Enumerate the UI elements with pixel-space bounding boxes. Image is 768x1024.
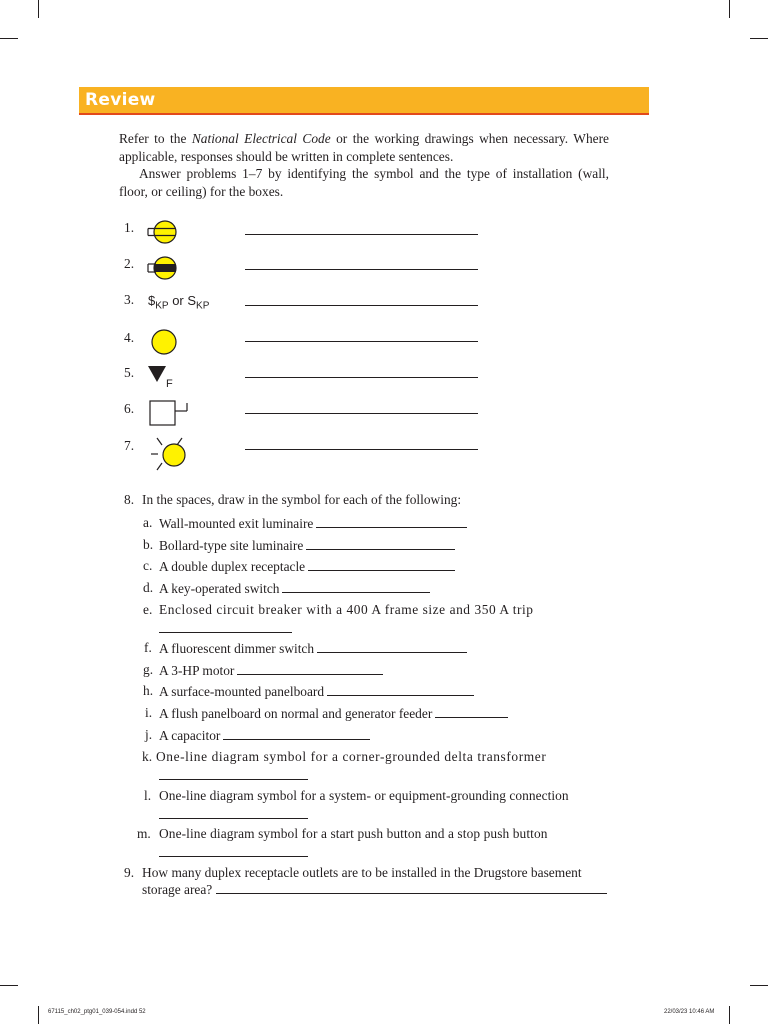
q8-item-letter: a. xyxy=(143,515,153,530)
section-title: Review xyxy=(85,90,156,110)
problem-number: 6. xyxy=(124,401,135,416)
question-number: 8. xyxy=(124,492,135,507)
symbol-subscript: KP xyxy=(196,300,210,312)
instruction-paragraph xyxy=(119,165,609,200)
problem-number: 7. xyxy=(124,438,135,453)
answer-line[interactable] xyxy=(245,377,478,378)
crop-mark xyxy=(0,38,18,39)
q8-item-text: A fluorescent dimmer switch xyxy=(159,641,315,656)
q8-item-letter: e. xyxy=(143,602,153,617)
problem-number: 3. xyxy=(124,292,135,307)
q8-item-letter: k. xyxy=(142,749,153,764)
q8-item-text: A flush panelboard on normal and generator feeder xyxy=(159,706,433,721)
file-slug: 67115_ch02_ptg01_039-054.indd 52 xyxy=(48,1009,146,1015)
q8-item-letter: d. xyxy=(143,580,154,595)
q8-item-letter: f. xyxy=(144,640,152,655)
q8-item-text: A 3-HP motor xyxy=(159,663,235,678)
crop-mark xyxy=(750,985,768,986)
half-filled-outlet-icon xyxy=(144,254,182,284)
crop-mark xyxy=(750,38,768,39)
question-text: How many duplex receptacle outlets are to be installed in the Drugstore basement xyxy=(142,865,582,880)
q8-item-c xyxy=(159,558,455,575)
intro-text: Refer to the xyxy=(119,131,192,146)
sunburst-luminaire-icon xyxy=(148,435,190,473)
problem-number: 5. xyxy=(124,365,135,380)
answer-line[interactable] xyxy=(245,269,478,270)
answer-line[interactable] xyxy=(245,305,478,306)
q8-item-letter: m. xyxy=(137,826,151,841)
q8-item-text: One-line diagram symbol for a corner-grounded delta transformer xyxy=(156,749,547,764)
answer-line[interactable] xyxy=(245,341,478,342)
q8-answer-blank[interactable] xyxy=(316,515,467,528)
q8-item-letter: c. xyxy=(143,558,153,573)
q8-item-letter: g. xyxy=(143,662,154,677)
review-banner xyxy=(79,87,649,114)
q8-answer-blank[interactable] xyxy=(159,779,308,780)
q8-item-a xyxy=(159,515,467,532)
question-number: 9. xyxy=(124,865,135,880)
answer-line[interactable] xyxy=(245,413,478,414)
symbol-label: F xyxy=(166,378,173,390)
q8-answer-blank[interactable] xyxy=(327,683,474,696)
q8-item-d xyxy=(159,580,430,597)
q8-item-text: A capacitor xyxy=(159,728,221,743)
intro-text: or the working drawings when necessary. Where applicable, responses should be written in complete sentences. xyxy=(119,131,609,164)
q8-answer-blank[interactable] xyxy=(306,537,455,550)
q8-answer-blank[interactable] xyxy=(159,818,308,819)
q8-item-letter: b. xyxy=(143,537,154,552)
intro-emphasis: National Electrical Code xyxy=(191,131,331,146)
symbol-subscript: KP xyxy=(155,300,169,312)
q8-item-text: A surface-mounted panelboard xyxy=(159,684,325,699)
q8-item-i xyxy=(159,705,508,722)
question-text: storage area? xyxy=(142,882,213,897)
q8-answer-blank[interactable] xyxy=(159,856,308,857)
q8-item-f xyxy=(159,640,467,657)
q8-item-letter: h. xyxy=(143,683,154,698)
problem-number: 1. xyxy=(124,220,135,235)
crop-mark xyxy=(729,0,730,18)
problem-number: 2. xyxy=(124,256,135,271)
crop-mark xyxy=(0,985,18,986)
recessed-luminaire-outlet-icon xyxy=(144,218,182,248)
q8-item-letter: l. xyxy=(144,788,152,803)
q8-answer-blank[interactable] xyxy=(159,632,292,633)
crop-mark xyxy=(729,1006,730,1024)
q8-answer-blank[interactable] xyxy=(435,705,508,718)
crop-mark xyxy=(38,0,39,18)
q8-item-letter: i. xyxy=(145,705,153,720)
print-date: 22/03/23 10:46 AM xyxy=(664,1009,715,1015)
instruction-text: Answer problems 1–7 by identifying the symbol and the type of installation (wall, floor, or ceiling) for the boxes. xyxy=(119,166,609,199)
q8-item-text: Enclosed circuit breaker with a 400 A frame size and 350 A trip xyxy=(159,602,534,617)
symbol-text: or S xyxy=(168,293,197,308)
q8-item-j xyxy=(159,727,370,744)
question-prompt: In the spaces, draw in the symbol for each of the following: xyxy=(142,492,462,507)
circle-outlet-icon xyxy=(150,327,180,357)
q8-item-letter: j. xyxy=(145,727,153,742)
symbol-text: $ xyxy=(148,293,156,308)
q9-answer-line[interactable] xyxy=(216,893,607,894)
crop-mark xyxy=(38,1006,39,1024)
problem-number: 4. xyxy=(124,330,135,345)
q8-answer-blank[interactable] xyxy=(308,558,455,571)
q8-item-b xyxy=(159,537,455,554)
q8-item-g xyxy=(159,662,383,679)
q8-item-text: A double duplex receptacle xyxy=(159,559,306,574)
switch-symbol-text xyxy=(148,293,209,312)
q8-item-text: One-line diagram symbol for a system- or equipment-grounding connection xyxy=(159,788,569,803)
q8-item-text: Wall-mounted exit luminaire xyxy=(159,516,314,531)
intro-paragraph xyxy=(119,130,609,165)
q8-item-h xyxy=(159,683,474,700)
q8-item-text: One-line diagram symbol for a start push button and a stop push button xyxy=(159,826,548,841)
q8-answer-blank[interactable] xyxy=(237,662,383,675)
q8-item-text: Bollard-type site luminaire xyxy=(159,538,304,553)
q8-answer-blank[interactable] xyxy=(223,727,370,740)
answer-line[interactable] xyxy=(245,449,478,450)
square-box-icon xyxy=(148,398,190,428)
q8-answer-blank[interactable] xyxy=(282,580,430,593)
answer-line[interactable] xyxy=(245,234,478,235)
banner-rule xyxy=(79,113,649,115)
q8-item-text: A key-operated switch xyxy=(159,581,280,596)
q8-answer-blank[interactable] xyxy=(317,640,467,653)
